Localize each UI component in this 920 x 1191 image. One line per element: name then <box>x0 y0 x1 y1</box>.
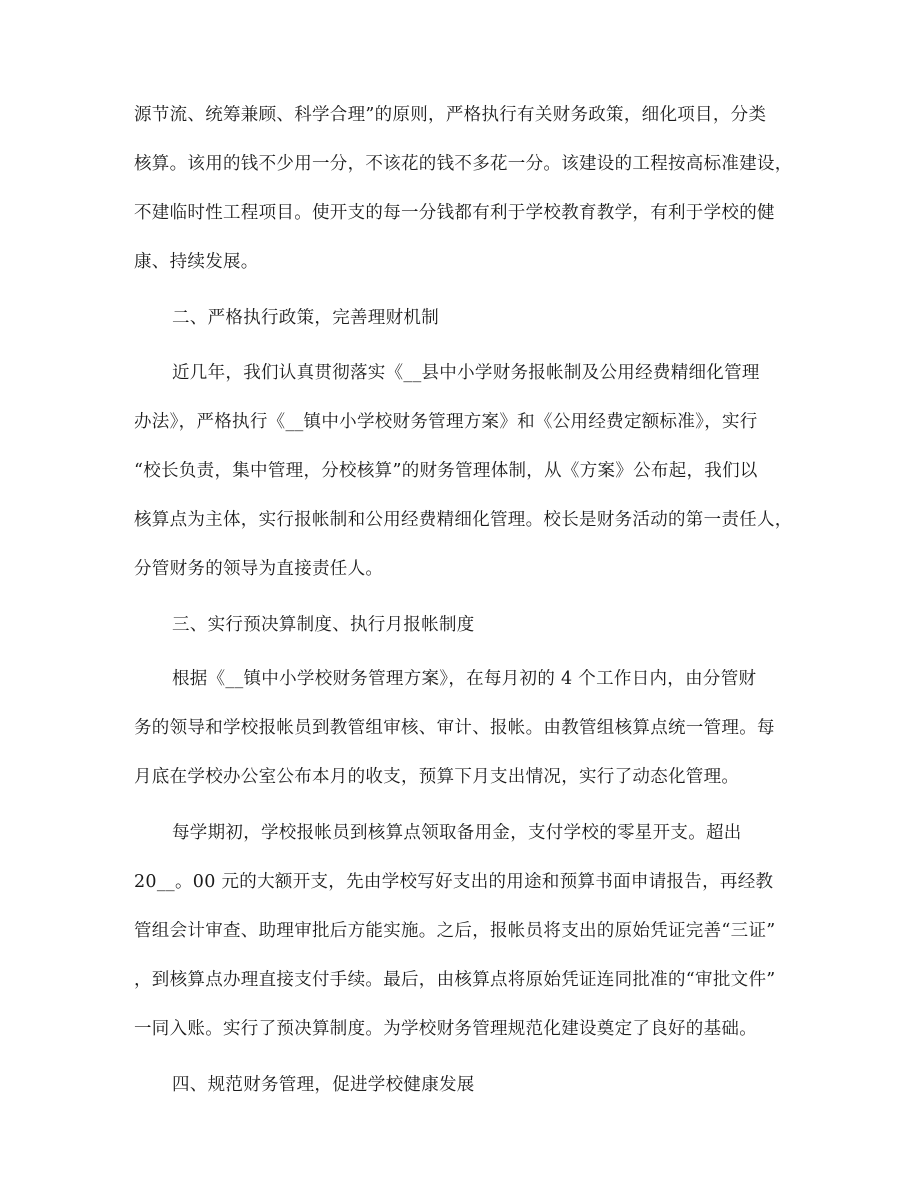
text-line: 核算。该用的钱不少用一分，不该花的钱不多花一分。该建设的工程按高标准建设， <box>134 154 793 174</box>
text-line: 源节流、统筹兼顾、科学合理”的原则，严格执行有关财务政策，细化项目，分类 <box>134 105 767 125</box>
section-heading-2: 二、严格执行政策，完善理财机制 <box>172 308 439 328</box>
text-line: 康、持续发展。 <box>134 252 259 272</box>
text-line: 管组会计审查、助理审批后方能实施。之后，报帐员将支出的原始凭证完善“三证” <box>134 921 776 941</box>
text-line: 分管财务的领导为直接责任人。 <box>134 559 384 579</box>
text-line: 不建临时性工程项目。使开支的每一分钱都有利于学校教育教学，有利于学校的健 <box>134 203 775 223</box>
text-line: 每学期初，学校报帐员到核算点领取备用金，支付学校的零星开支。超出 <box>172 823 742 843</box>
text-line: ，到核算点办理直接支付手续。最后，由核算点将原始凭证连同批准的“审批文件” <box>134 970 776 990</box>
text-line: 20__。00 元的大额开支，先由学校写好支出的用途和预算书面申请报告，再经教 <box>134 872 774 892</box>
text-line: 务的领导和学校报帐员到教管组审核、审计、报帐。由教管组核算点统一管理。每 <box>134 718 775 738</box>
text-line: 根据《__镇中小学校财务管理方案》，在每月初的 4 个工作日内，由分管财 <box>172 669 757 689</box>
section-heading-3: 三、实行预决算制度、执行月报帐制度 <box>172 615 475 635</box>
text-line: “校长负责，集中管理，分校核算”的财务管理体制，从《方案》公布起，我们以 <box>134 461 758 481</box>
text-line: 近几年，我们认真贯彻落实《__县中小学财务报帐制及公用经费精细化管理 <box>172 363 760 383</box>
text-line: 核算点为主体，实行报帐制和公用经费精细化管理。校长是财务活动的第一责任人， <box>134 510 793 530</box>
text-line: 一同入账。实行了预决算制度。为学校财务管理规范化建设奠定了良好的基础。 <box>134 1019 757 1039</box>
text-line: 办法》，严格执行《__镇中小学校财务管理方案》和《公用经费定额标准》，实行 <box>134 412 758 432</box>
section-heading-4: 四、规范财务管理，促进学校健康发展 <box>172 1075 475 1095</box>
text-line: 月底在学校办公室公布本月的收支，预算下月支出情况，实行了动态化管理。 <box>134 767 740 787</box>
